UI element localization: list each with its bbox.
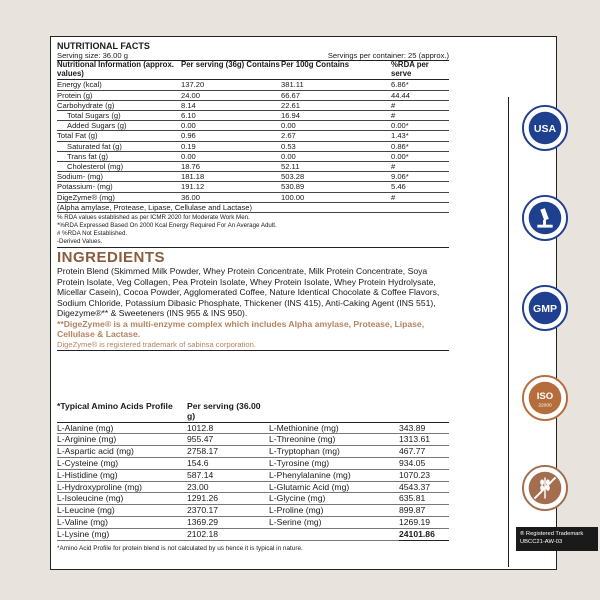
amino-value: 587.14: [187, 470, 269, 482]
per-serving-value: 24.00: [181, 90, 201, 100]
rda-value: 44.44: [391, 90, 411, 100]
rda-value: #: [391, 162, 396, 172]
amino-row: [57, 482, 449, 494]
amino-value: 23.00: [187, 482, 269, 494]
amino-row: [57, 458, 449, 470]
gmp-badge: [522, 285, 568, 331]
nutrition-row: [57, 80, 449, 90]
usa-badge-text: USA: [533, 122, 557, 135]
rda-value: #: [391, 100, 396, 110]
amino-name: L-Hydroxyproline (mg): [57, 482, 187, 494]
amino-value: 1369.29: [187, 517, 269, 529]
header-rda: %RDA per serve: [391, 60, 429, 78]
per-serving-value: 191.12: [181, 182, 205, 192]
amino-name: L-Valine (mg): [57, 517, 187, 529]
per-serving-value: 36.00: [181, 192, 201, 202]
per-serving-value: 0.00: [181, 151, 196, 161]
digezyme-description: **DigeZyme® is a multi-enzyme complex which includes Alpha amylase, Protease, Lipase, Cellulase & Lactase.: [57, 319, 425, 340]
digezyme-trademark-note: DigeZyme® is registered trademark of sabinsa corporation.: [57, 340, 449, 351]
amino-value: 1269.19: [399, 517, 449, 529]
rda-value: 0.86*: [391, 141, 409, 151]
per-100g-value: 530.89: [281, 182, 305, 192]
per-serving-value: 6.10: [181, 111, 196, 120]
amino-header-name: *Typical Amino Acids Profile: [57, 401, 173, 411]
amino-value: 154.6: [187, 458, 269, 470]
amino-name: L-Cysteine (mg): [57, 458, 187, 470]
divider: [508, 97, 509, 567]
rda-value: 0.00*: [391, 151, 409, 161]
amino-name: L-Glycine (mg): [269, 493, 399, 505]
amino-value: 4543.37: [399, 482, 449, 494]
nutrition-row: [57, 142, 449, 152]
amino-value: 1291.26: [187, 493, 269, 505]
amino-value: 467.77: [399, 446, 449, 458]
amino-name: L-Threonine (mg): [269, 434, 399, 446]
amino-name: L-Lysine (mg): [57, 529, 187, 541]
amino-name: L-Alanine (mg): [57, 423, 187, 435]
per-serving-value: 0.96: [181, 131, 196, 141]
amino-name: L-Phenylalanine (mg): [269, 470, 399, 482]
amino-name: L-Arginine (mg): [57, 434, 187, 446]
amino-rows: [57, 423, 449, 541]
nutrient-name: Energy (kcal): [57, 80, 102, 90]
gmp-badge-icon: [522, 284, 568, 332]
nutrient-name: DigeZyme® (mg): [57, 192, 115, 202]
amino-row: [57, 517, 449, 529]
amino-name: L-Tryptophan (mg): [269, 446, 399, 458]
amino-acid-table: [57, 402, 449, 554]
nutrient-name: Carbohydrate (g): [57, 100, 115, 110]
header-nutrient: Nutritional Information (approx. values): [57, 60, 174, 78]
amino-row: [57, 434, 449, 446]
nutrition-title: NUTRITIONAL FACTS: [57, 41, 150, 51]
label-panel: [50, 36, 584, 570]
amino-name: L-Proline (mg): [269, 505, 399, 517]
header-per-serving: Per serving (36g) Contains: [181, 60, 280, 70]
nutrient-name: Sodium- (mg): [57, 172, 103, 182]
per-serving-value: 0.00: [181, 121, 196, 131]
nutrition-row: [57, 172, 449, 182]
nutrition-row: [57, 152, 449, 162]
amino-value: 2370.17: [187, 505, 269, 517]
servings-per-container: Servings per container: 25 (approx.): [327, 51, 449, 60]
footnote: -Derived Values.: [57, 238, 103, 246]
amino-value: 343.89: [399, 423, 449, 435]
footnote: *%RDA Expressed Based On 2000 Kcal Energy Required For An Average Adult.: [57, 222, 277, 230]
header-per-100g: Per 100g Contains: [281, 60, 350, 70]
footnote: % RDA values established as per ICMR 2020 for Moderate Work Men.: [57, 214, 250, 222]
nutrition-footnotes: [57, 214, 449, 246]
per-100g-value: 0.00: [281, 121, 296, 131]
amino-value: 1313.61: [399, 434, 449, 446]
gmp-badge-text: GMP: [533, 302, 557, 315]
nutrient-name: Total Fat (g): [57, 131, 98, 141]
rda-value: #: [391, 111, 396, 120]
rda-value: 6.86*: [391, 80, 409, 90]
iso-22000-badge: [522, 375, 568, 421]
rda-value: #: [391, 192, 396, 202]
trademark-text: Registered Trademark: [525, 531, 584, 537]
nutrition-row: [57, 91, 449, 101]
nutrient-name: Cholesterol (mg): [67, 162, 124, 172]
nutrition-rows: [57, 80, 449, 202]
rda-value: 5.46: [391, 182, 406, 192]
amino-row: [57, 423, 449, 435]
nutrient-name: Trans fat (g): [67, 151, 109, 161]
per-100g-value: 52.11: [281, 162, 300, 172]
per-serving-value: 137.20: [181, 80, 205, 90]
amino-footnote: *Amino Acid Profile for protein blend is not calculated by us hence it is typical in nature.: [57, 544, 303, 552]
digezyme-note: (Alpha amylase, Protease, Lipase, Cellulase and Lactase): [57, 202, 253, 212]
amino-value: 1070.23: [399, 470, 449, 482]
per-100g-value: 0.00: [281, 151, 296, 161]
amino-name: L-Glutamic Acid (mg): [269, 482, 399, 494]
nutrition-row: [57, 162, 449, 172]
nutrition-facts: [57, 41, 449, 351]
amino-name: L-Isoleucine (mg): [57, 493, 187, 505]
footnote: # %RDA Not Established.: [57, 230, 128, 238]
amino-row: [57, 505, 449, 517]
amino-value: 24101.86: [399, 529, 449, 541]
trademark-code: UBCC21-AW-03: [520, 539, 563, 545]
microscope-icon: [522, 194, 568, 242]
nutrient-name: Potassium- (mg): [57, 182, 113, 192]
per-serving-value: 8.14: [181, 100, 196, 110]
per-100g-value: 66.67: [281, 90, 301, 100]
amino-header-row: [57, 402, 449, 423]
per-100g-value: 2.67: [281, 131, 296, 141]
amino-row: [57, 529, 449, 541]
amino-value: 2758.17: [187, 446, 269, 458]
amino-row: [57, 446, 449, 458]
nutrition-header-row: [57, 61, 449, 80]
per-100g-value: 22.61: [281, 100, 301, 110]
rda-value: 1.43*: [391, 131, 409, 141]
amino-name: L-Histidine (mg): [57, 470, 187, 482]
amino-value: 899.87: [399, 505, 449, 517]
nutrient-name: Protein (g): [57, 90, 93, 100]
amino-name: L-Methionine (mg): [269, 423, 399, 435]
per-serving-value: 0.19: [181, 141, 196, 151]
serving-size: Serving size: 36.00 g: [57, 51, 128, 60]
ingredients-text: Protein Blend (Skimmed Milk Powder, Whey Protein Concentrate, Milk Protein Concentrate, Soya Protein Isolate, Veg Collagen, Pea Protein Isolate, Whey Protein Isolate, Whey Protein Hydrolysate, Micellar Casein), Cocoa Powder, Agglomerated Coffee, Nature Identical Chocolate & Coffee Flavors, Sodium Chloride, Potassium Dibasic Phosphate, Thickener (INS 415), Anti-Caking Agent (INS 551), Digezyme®** & Sweeteners (INS 955 & INS 950).: [57, 266, 440, 319]
nutrient-name: Total Sugars (g): [67, 111, 121, 120]
nutrient-name: Added Sugars (g): [67, 121, 127, 131]
amino-name: L-Leucine (mg): [57, 505, 187, 517]
nutrition-row: [57, 101, 449, 111]
amino-header-value: Per serving (36.00 g): [187, 401, 261, 421]
amino-row: [57, 493, 449, 505]
usa-badge-icon: [522, 104, 568, 152]
nutrition-row: [57, 193, 449, 203]
amino-name: [269, 529, 399, 541]
wheat-crossed-icon: [522, 464, 568, 512]
gluten-free-badge: [522, 465, 568, 511]
per-serving-value: 181.18: [181, 172, 205, 182]
amino-name: L-Tyrosine (mg): [269, 458, 399, 470]
per-100g-value: 503.28: [281, 172, 305, 182]
nutrition-row: [57, 131, 449, 141]
nutrition-row: [57, 182, 449, 192]
amino-row: [57, 470, 449, 482]
per-serving-value: 18.76: [181, 162, 201, 172]
per-100g-value: 100.00: [281, 192, 305, 202]
per-100g-value: 381.11: [281, 80, 304, 90]
registered-trademark-box: [516, 527, 598, 551]
amino-name: L-Serine (mg): [269, 517, 399, 529]
amino-value: 635.81: [399, 493, 449, 505]
rda-value: 9.06*: [391, 172, 409, 182]
trademark-label: ® Registered Trademark: [520, 531, 584, 537]
amino-value: 2102.18: [187, 529, 269, 541]
nutrition-row: [57, 121, 449, 131]
amino-value: 1012.8: [187, 423, 269, 435]
digezyme-note-row: [57, 203, 449, 213]
per-100g-value: 0.53: [281, 141, 296, 151]
rda-value: 0.00*: [391, 121, 409, 131]
amino-value: 955.47: [187, 434, 269, 446]
nutrition-row: [57, 111, 449, 121]
amino-value: 934.05: [399, 458, 449, 470]
iso-badge-icon: [522, 374, 568, 422]
iso-badge-sub: 22000: [538, 403, 552, 409]
lab-tested-badge: [522, 195, 568, 241]
ingredients-title: INGREDIENTS: [57, 247, 449, 266]
iso-badge-text: ISO: [536, 390, 554, 402]
amino-name: L-Aspartic acid (mg): [57, 446, 187, 458]
per-100g-value: 16.94: [281, 111, 301, 120]
nutrient-name: Saturated fat (g): [67, 141, 122, 151]
usa-whey-protein-badge: [522, 105, 568, 151]
